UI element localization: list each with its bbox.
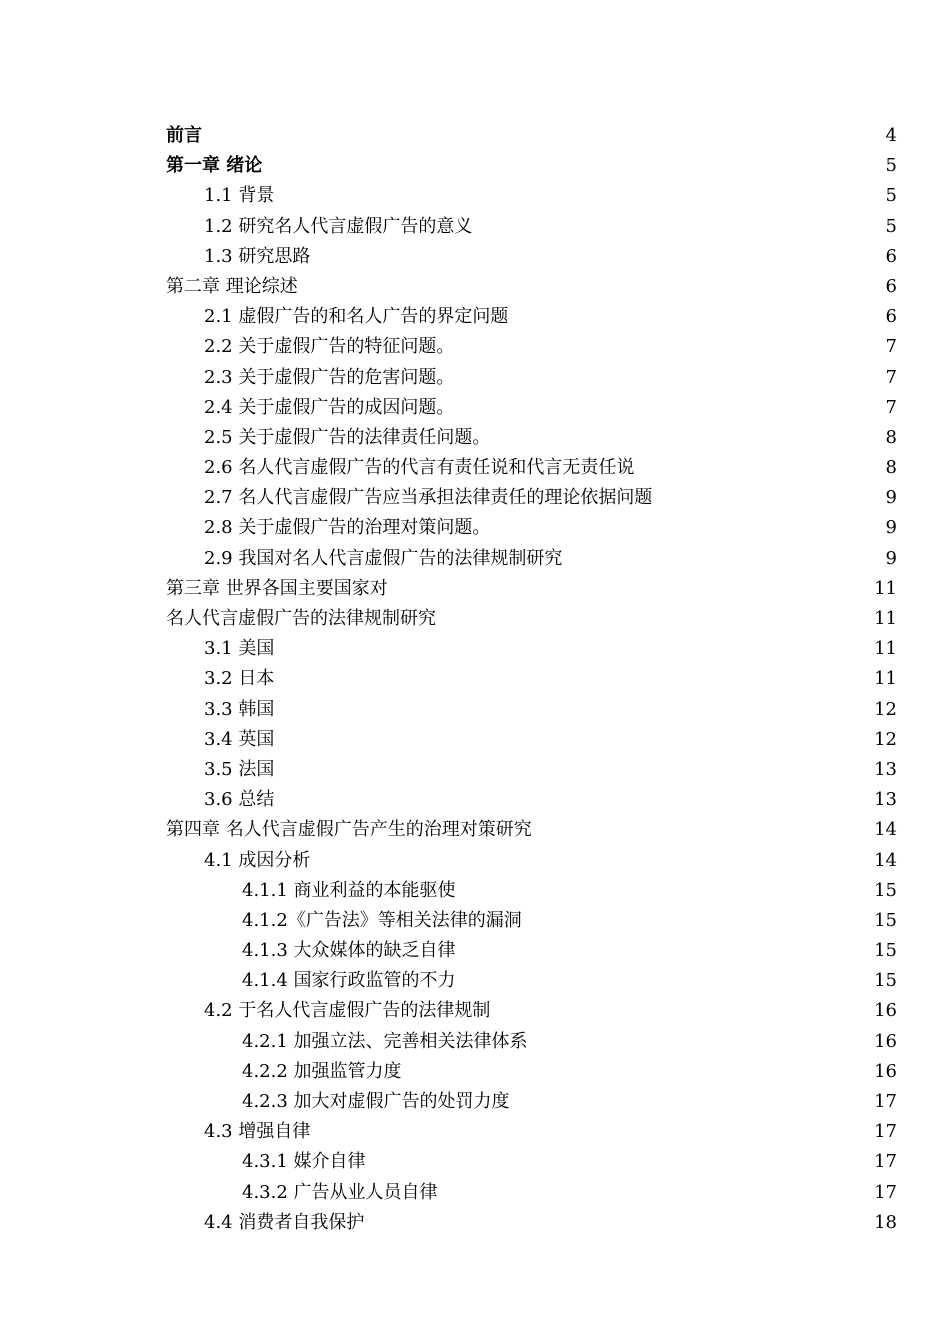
toc-entry[interactable]: [166, 936, 897, 966]
toc-entry-page-number: 4: [885, 125, 897, 146]
toc-entry-title: 4.1.3 大众媒体的缺乏自律: [242, 940, 456, 962]
toc-entry[interactable]: [166, 393, 897, 423]
toc-entry-page-number: 6: [885, 275, 897, 297]
toc-entry-title: 2.9 我国对名人代言虚假广告的法律规制研究: [204, 547, 563, 569]
toc-entry[interactable]: [166, 272, 897, 302]
toc-entry[interactable]: [166, 1178, 897, 1208]
toc-entry-title: 2.5 关于虚假广告的法律责任问题。: [204, 426, 491, 448]
toc-entry-title: 第四章 名人代言虚假广告产生的治理对策研究: [166, 819, 532, 841]
toc-entry[interactable]: [166, 544, 897, 574]
toc-entry-page-number: 12: [874, 698, 897, 720]
toc-entry-page-number: 17: [874, 1151, 897, 1173]
toc-entry[interactable]: [166, 302, 897, 332]
toc-entry-title: 4.1.4 国家行政监管的不力: [242, 970, 456, 992]
toc-entry-page-number: 15: [874, 909, 897, 931]
toc-entry[interactable]: [166, 785, 897, 815]
toc-entry-page-number: 5: [885, 215, 897, 237]
toc-entry-page-number: 7: [885, 396, 897, 418]
table-of-contents: [166, 121, 897, 1238]
toc-entry-page-number: 16: [874, 1030, 897, 1052]
toc-entry-page-number: 6: [885, 306, 897, 328]
toc-entry-page-number: 7: [885, 366, 897, 388]
toc-entry[interactable]: [166, 695, 897, 725]
toc-entry-page-number: 11: [874, 638, 897, 660]
toc-entry-title: 名人代言虚假广告的法律规制研究: [166, 608, 436, 629]
toc-entry[interactable]: [166, 1087, 897, 1117]
toc-entry-page-number: 13: [874, 758, 897, 780]
toc-entry-title: 4.2.2 加强监管力度: [242, 1060, 402, 1082]
toc-entry-title: 4.2 于名人代言虚假广告的法律规制: [204, 1000, 491, 1022]
toc-entry-title: 第二章 理论综述: [166, 275, 298, 297]
toc-entry-page-number: 8: [885, 426, 897, 448]
toc-entry[interactable]: [166, 453, 897, 483]
toc-entry[interactable]: [166, 996, 897, 1026]
toc-entry-title: 3.2 日本: [204, 668, 275, 690]
toc-entry[interactable]: [166, 634, 897, 664]
toc-entry[interactable]: [166, 755, 897, 785]
toc-entry[interactable]: [166, 212, 897, 242]
toc-entry[interactable]: [166, 574, 897, 604]
toc-entry-title: 第一章 绪论: [166, 155, 263, 177]
toc-entry-page-number: 9: [885, 517, 897, 539]
toc-entry-title: 3.5 法国: [204, 758, 275, 780]
toc-entry-title: 2.3 关于虚假广告的危害问题。: [204, 366, 455, 388]
toc-entry-page-number: 15: [874, 879, 897, 901]
toc-entry-title: 4.2.1 加强立法、完善相关法律体系: [242, 1030, 528, 1052]
toc-entry-title: 1.3 研究思路: [204, 245, 311, 267]
toc-entry-page-number: 13: [874, 789, 897, 811]
toc-entry-page-number: 17: [874, 1181, 897, 1203]
toc-entry-title: 2.4 关于虚假广告的成因问题。: [204, 396, 455, 418]
toc-entry[interactable]: [166, 332, 897, 362]
toc-entry[interactable]: [166, 513, 897, 543]
toc-entry-title: 2.6 名人代言虚假广告的代言有责任说和代言无责任说: [204, 457, 635, 479]
toc-entry-title: 2.2 关于虚假广告的特征问题。: [204, 336, 455, 358]
toc-entry-page-number: 6: [885, 245, 897, 267]
toc-entry-title: 3.3 韩国: [204, 698, 275, 720]
toc-entry[interactable]: [166, 966, 897, 996]
toc-entry[interactable]: [166, 876, 897, 906]
toc-entry[interactable]: [166, 664, 897, 694]
toc-entry-title: 3.1 美国: [204, 638, 275, 660]
toc-entry-page-number: 16: [874, 1060, 897, 1082]
toc-entry[interactable]: [166, 242, 897, 272]
toc-entry-page-number: 11: [874, 577, 897, 599]
toc-entry[interactable]: [166, 181, 897, 211]
toc-entry-page-number: 8: [885, 457, 897, 479]
toc-entry[interactable]: [166, 151, 897, 181]
toc-entry-title: 2.1 虚假广告的和名人广告的界定问题: [204, 306, 509, 328]
toc-entry-title: 4.3.1 媒介自律: [242, 1151, 366, 1173]
toc-entry-title: 4.1 成因分析: [204, 849, 311, 871]
toc-entry-page-number: 11: [874, 608, 897, 629]
toc-entry[interactable]: [166, 1147, 897, 1177]
toc-entry-title: 第三章 世界各国主要国家对: [166, 577, 388, 599]
toc-entry[interactable]: [166, 121, 897, 151]
toc-entry-title: 4.4 消费者自我保护: [204, 1211, 365, 1233]
toc-entry-title: 4.2.3 加大对虚假广告的处罚力度: [242, 1091, 510, 1112]
toc-entry-page-number: 14: [874, 819, 897, 841]
toc-entry[interactable]: [166, 906, 897, 936]
toc-entry[interactable]: [166, 363, 897, 393]
toc-entry-page-number: 7: [885, 336, 897, 358]
toc-entry-page-number: 14: [874, 849, 897, 871]
toc-entry-title: 4.3 增强自律: [204, 1121, 311, 1143]
toc-entry-title: 前言: [166, 125, 202, 146]
toc-entry[interactable]: [166, 725, 897, 755]
toc-entry-page-number: 17: [874, 1121, 897, 1143]
toc-entry-title: 3.4 英国: [204, 728, 275, 750]
toc-entry[interactable]: [166, 423, 897, 453]
toc-entry-title: 1.1 背景: [204, 185, 275, 207]
toc-entry-page-number: 11: [874, 668, 897, 690]
toc-entry-page-number: 18: [874, 1211, 897, 1233]
toc-entry-title: 2.7 名人代言虚假广告应当承担法律责任的理论依据问题: [204, 487, 653, 509]
toc-entry-page-number: 15: [874, 940, 897, 962]
toc-entry-page-number: 9: [885, 547, 897, 569]
toc-entry-title: 1.2 研究名人代言虚假广告的意义: [204, 215, 473, 237]
toc-entry-title: 4.3.2 广告从业人员自律: [242, 1181, 438, 1203]
toc-entry-page-number: 9: [885, 487, 897, 509]
toc-entry[interactable]: [166, 1208, 897, 1238]
toc-entry-page-number: 12: [874, 728, 897, 750]
toc-entry[interactable]: [166, 1027, 897, 1057]
toc-entry-page-number: 5: [885, 155, 897, 177]
toc-entry[interactable]: [166, 1057, 897, 1087]
toc-entry[interactable]: [166, 1117, 897, 1147]
toc-entry[interactable]: [166, 604, 897, 634]
toc-entry[interactable]: [166, 815, 897, 845]
toc-entry-title: 4.1.2《广告法》等相关法律的漏洞: [242, 909, 522, 931]
toc-entry-title: 4.1.1 商业利益的本能驱使: [242, 879, 456, 901]
toc-entry-title: 2.8 关于虚假广告的治理对策问题。: [204, 517, 491, 539]
toc-entry[interactable]: [166, 846, 897, 876]
toc-entry-page-number: 5: [885, 185, 897, 207]
toc-entry-page-number: 17: [874, 1091, 897, 1112]
toc-entry-title: 3.6 总结: [204, 789, 275, 811]
toc-entry-page-number: 15: [874, 970, 897, 992]
toc-entry-page-number: 16: [874, 1000, 897, 1022]
toc-entry[interactable]: [166, 483, 897, 513]
